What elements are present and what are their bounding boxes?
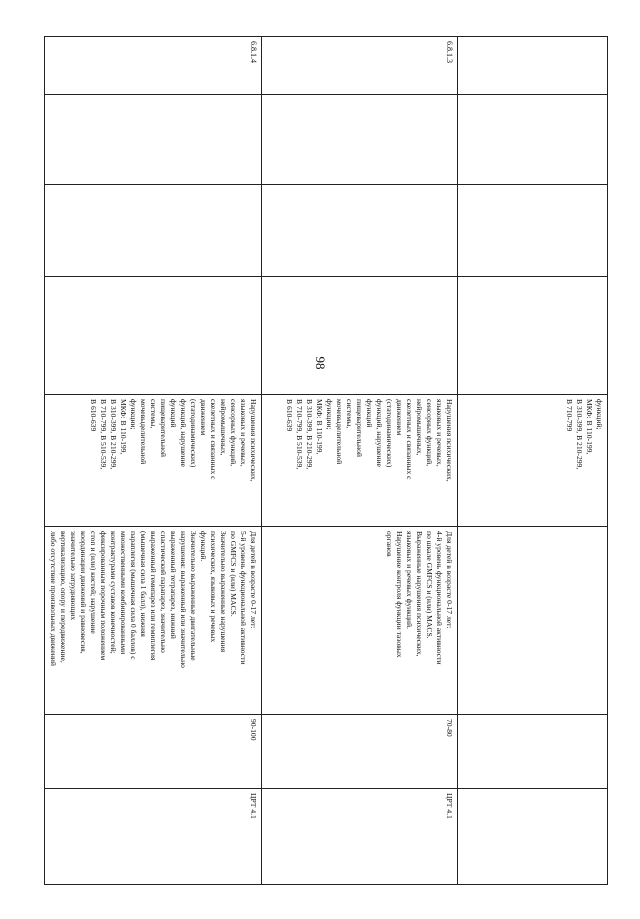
text-line: функций;	[595, 399, 604, 430]
text-line: функций	[365, 399, 374, 428]
text-line: МКФ: В 110-199,	[119, 399, 128, 455]
criteria-cell	[45, 527, 262, 715]
empty-cell	[45, 185, 262, 277]
text-line: (мышечная сила 1 балл), нижняя	[139, 531, 148, 637]
text-line: МКФ: В 110-199,	[585, 399, 594, 455]
text-line: спастический парапарез, значительно	[159, 531, 168, 653]
text-line: В 310-399, В 210-299,	[575, 399, 584, 470]
text-line: контрактурами суставов конечностей;	[109, 531, 118, 654]
function-cell	[458, 395, 608, 527]
text-line: языковых и речевых,	[239, 399, 248, 467]
text-line: языковых и речевых функций.	[405, 531, 414, 629]
text-line: 4-й уровень функциональной активности	[435, 531, 444, 665]
score-cell: 70-80	[262, 715, 458, 789]
text-line: (статодинамических)	[189, 399, 198, 468]
text-line: Значительно выраженные нарушения	[219, 531, 228, 653]
text-line: нейромышечных,	[415, 399, 424, 456]
table-row-6-8-1-4	[45, 37, 262, 885]
text-line: Выраженные нарушения психических,	[415, 531, 424, 657]
text-line: движением	[395, 399, 404, 436]
text-line: Для детей в возрасте 0-17 лет:	[249, 531, 258, 629]
text-line: органов	[385, 531, 394, 557]
text-line: функции;	[129, 399, 138, 430]
text-line: либо отсутствие произвольных движений	[49, 531, 58, 666]
empty-cell	[262, 95, 458, 185]
text-line: функций.	[199, 531, 208, 562]
text-line: функций, нарушение	[179, 399, 188, 467]
text-line: стоп и (или) кистей; нарушение	[89, 531, 98, 634]
score-cell	[458, 715, 608, 789]
text-line: мочевыделительной	[335, 399, 344, 465]
code-cell: 6.8.1.3	[262, 37, 458, 95]
text-line: МКФ: В 110-199,	[315, 399, 324, 455]
text-line: В 310-399, В 210-299,	[305, 399, 314, 470]
empty-cell	[45, 95, 262, 185]
text-line: выраженный тетрапарез, нижний	[169, 531, 178, 639]
text-line: (статодинамических)	[385, 399, 394, 468]
text-line: Нарушения психических,	[249, 399, 258, 482]
text-line: сенсорных функций,	[229, 399, 238, 467]
text-line: сенсорных функций,	[425, 399, 434, 467]
text-line: нарушения: выраженный или значительно	[179, 531, 188, 668]
table-row-continuation	[458, 37, 608, 885]
text-line: 5-й уровень функциональной активности	[239, 531, 248, 665]
text-line: множественными комбинированными	[119, 531, 128, 655]
text-line: функций, нарушение	[375, 399, 384, 467]
text-line: выраженный гемипарез или гемиплегия	[149, 531, 158, 661]
text-line: функций	[169, 399, 178, 428]
text-line: вертикализацию, опору и передвижение,	[59, 531, 68, 663]
text-line: психических, языковых и речевых	[209, 531, 218, 643]
text-line: В 710-799	[565, 399, 574, 432]
text-line: В 610-639	[285, 399, 294, 432]
text-line: пищеварительной	[159, 399, 168, 457]
code-cell: 6.8.1.4	[45, 37, 262, 95]
text-line: системы,	[149, 399, 158, 429]
text-line: мочевыделительной	[139, 399, 148, 465]
text-line: координации движений и равновесия,	[79, 531, 88, 654]
text-line: параплегия (мышечная сила 0 баллов) с	[129, 531, 138, 660]
table-row-6-8-1-3	[262, 37, 458, 885]
text-line: В 310-399, В 210-299,	[109, 399, 118, 470]
text-line: В 710-799, В 510-539,	[99, 399, 108, 470]
text-line: скелетных и связанных с	[405, 399, 414, 480]
text-line: по шкале GMFCS и (или) MACS.	[425, 531, 434, 639]
empty-cell	[262, 277, 458, 395]
empty-cell	[45, 277, 262, 395]
text-line: по GMFCS и (или) MACS.	[229, 531, 238, 617]
text-line: фиксированным порочным положением	[99, 531, 108, 661]
text-line: языковых и речевых,	[435, 399, 444, 467]
criteria-cell	[458, 527, 608, 715]
regulation-table-sheet	[49, 36, 608, 884]
page-number: 98	[313, 356, 328, 370]
score-cell: 90-100	[45, 715, 262, 789]
category-cell: ЦРТ 4.1	[45, 789, 262, 885]
text-line: Значительно выраженные двигательные	[189, 531, 198, 661]
empty-cell	[458, 277, 608, 395]
text-line: Нарушения психических,	[445, 399, 454, 482]
text-line: движением	[199, 399, 208, 436]
text-line: значительно затрудняющих	[69, 531, 78, 621]
text-line: системы,	[345, 399, 354, 429]
text-line: функции;	[325, 399, 334, 430]
empty-cell	[262, 185, 458, 277]
text-line: пищеварительной	[355, 399, 364, 457]
empty-cell	[458, 95, 608, 185]
criteria-cell	[262, 527, 458, 715]
function-cell	[262, 395, 458, 527]
text-line: В 610-639	[89, 399, 98, 432]
text-line: Нарушение контроля функции тазовых	[395, 531, 404, 658]
code-cell	[458, 37, 608, 95]
text-line: В 710-799, В 510-539,	[295, 399, 304, 470]
category-cell	[458, 789, 608, 885]
text-line: Для детей в возрасте 0-17 лет:	[445, 531, 454, 629]
text-line: нейромышечных,	[219, 399, 228, 456]
regulation-table	[44, 36, 608, 885]
text-line: скелетных и связанных с	[209, 399, 218, 480]
function-cell	[45, 395, 262, 527]
empty-cell	[458, 185, 608, 277]
category-cell: ЦРТ 4.1	[262, 789, 458, 885]
